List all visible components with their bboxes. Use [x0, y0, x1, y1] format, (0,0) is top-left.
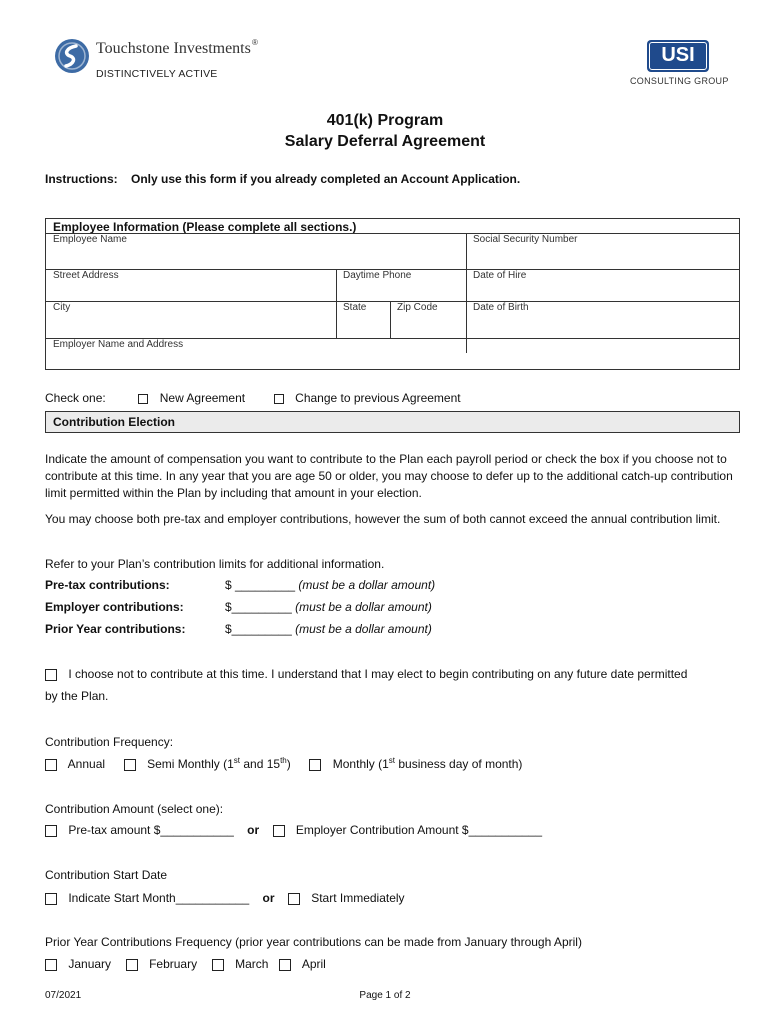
april-checkbox[interactable] [279, 959, 291, 971]
prior-year-row [45, 622, 432, 636]
footer-date: 07/2021 [45, 990, 82, 1001]
opt-out-text-2: by the Plan. [45, 689, 109, 703]
date-of-hire-field[interactable]: Date of Hire [473, 270, 527, 281]
start-immediately-label: Start Immediately [311, 891, 405, 905]
february-checkbox[interactable] [126, 959, 138, 971]
january-checkbox[interactable] [45, 959, 57, 971]
prior-frequency-label: Prior Year Contributions Frequency (prior year contributions can be made from January through April) [45, 935, 582, 949]
monthly-label: Monthly (1st business day of month) [332, 756, 523, 771]
start-date-row [45, 891, 405, 905]
march-checkbox[interactable] [212, 959, 224, 971]
start-or: or [262, 891, 275, 905]
amount-or: or [247, 823, 260, 837]
semi-monthly-label: Semi Monthly (1st and 15th) [147, 756, 291, 771]
employer-note: (must be a dollar amount) [295, 600, 432, 614]
footer-page-number: Page 1 of 2 [359, 990, 411, 1001]
change-agreement-label: Change to previous Agreement [295, 391, 461, 405]
pretax-amount-checkbox[interactable] [45, 825, 57, 837]
opt-out-text-1: I choose not to contribute at this time. I understand that I may elect to begin contributing on any future date permitted [68, 667, 688, 681]
employee-info-box [45, 218, 740, 370]
instructions-label: Instructions: [45, 172, 118, 186]
april-label: April [301, 957, 326, 971]
employee-name-field[interactable]: Employee Name [53, 234, 127, 245]
page-title [0, 110, 770, 152]
start-date-label: Contribution Start Date [45, 868, 168, 882]
amount-row [45, 823, 542, 837]
employer-label: Employer contributions: [45, 600, 184, 614]
annual-checkbox[interactable] [45, 759, 57, 771]
title-line-1: 401(k) Program [326, 112, 444, 129]
instructions-text: Only use this form if you already completed an Account Application. [131, 172, 521, 186]
state-field[interactable]: State [343, 302, 367, 313]
january-label: January [68, 957, 112, 971]
frequency-label: Contribution Frequency: [45, 735, 174, 749]
touchstone-registered-mark: ® [252, 38, 258, 47]
title-line-2: Salary Deferral Agreement [284, 133, 486, 150]
semi-monthly-checkbox[interactable] [124, 759, 136, 771]
usi-logo [628, 40, 732, 88]
usi-logo-badge [647, 40, 709, 72]
touchstone-logo [54, 36, 264, 86]
ssn-field[interactable]: Social Security Number [473, 234, 578, 245]
prior-year-label: Prior Year contributions: [45, 622, 186, 636]
check-one-row [45, 391, 461, 405]
frequency-row [45, 756, 522, 771]
pretax-amount-label: Pre-tax amount $___________ [68, 823, 234, 837]
contribution-paragraph-2: You may choose both pre-tax and employer contributions, however the sum of both cannot exceed the annual contribution limit. [45, 512, 721, 526]
contribution-election-header [45, 411, 740, 433]
march-label: March [235, 957, 269, 971]
contribution-election-title: Contribution Election [53, 415, 175, 429]
city-field[interactable]: City [53, 302, 71, 313]
start-immediately-checkbox[interactable] [288, 893, 300, 905]
contribution-paragraph-3: Refer to your Plan’s contribution limits for additional information. [45, 557, 385, 571]
date-of-birth-field[interactable]: Date of Birth [473, 302, 529, 313]
opt-out-row-2 [45, 689, 108, 703]
prior-frequency-row [45, 957, 326, 971]
monthly-checkbox[interactable] [309, 759, 321, 771]
employer-amount-label: Employer Contribution Amount $___________ [295, 823, 543, 837]
opt-out-checkbox[interactable] [45, 669, 57, 681]
prior-year-amount-field[interactable]: $_________ [225, 622, 292, 636]
zip-code-field[interactable]: Zip Code [397, 302, 438, 313]
employer-amount-checkbox[interactable] [273, 825, 285, 837]
employer-name-address-field[interactable]: Employer Name and Address [53, 339, 184, 350]
employer-amount-field[interactable]: $_________ [225, 600, 292, 614]
pretax-label: Pre-tax contributions: [45, 578, 170, 592]
street-address-field[interactable]: Street Address [53, 270, 119, 281]
pretax-note: (must be a dollar amount) [298, 578, 436, 592]
instructions [45, 172, 520, 186]
amount-label: Contribution Amount (select one): [45, 802, 224, 816]
change-agreement-checkbox[interactable] [274, 394, 284, 404]
touchstone-logo-icon [54, 38, 90, 74]
opt-out-row [45, 667, 687, 681]
start-month-label: Indicate Start Month___________ [68, 891, 250, 905]
check-one-label: Check one: [45, 391, 106, 405]
annual-label: Annual [67, 757, 106, 771]
new-agreement-label: New Agreement [159, 391, 246, 405]
new-agreement-checkbox[interactable] [138, 394, 148, 404]
daytime-phone-field[interactable]: Daytime Phone [343, 270, 412, 281]
usi-logo-text: USI [661, 44, 695, 66]
pretax-amount-field[interactable]: $ _________ [225, 578, 296, 592]
usi-tagline: CONSULTING GROUP [630, 76, 729, 86]
contribution-paragraph-1: Indicate the amount of compensation you want to contribute to the Plan each payroll period or check the box if you choose not to contribute at this time. In any year that you are age 50 or older, you may choose to defer up to the additional catch-up contribution limit permitted within the Plan by including that amount in your election. [45, 452, 733, 500]
touchstone-tagline: DISTINCTIVELY ACTIVE [96, 68, 218, 80]
employee-info-header: Employee Information (Please complete all sections.) [53, 220, 357, 234]
employer-row [45, 600, 432, 614]
pretax-row [45, 578, 435, 592]
start-month-checkbox[interactable] [45, 893, 57, 905]
touchstone-name: Touchstone Investments [96, 40, 251, 57]
prior-year-note: (must be a dollar amount) [295, 622, 432, 636]
february-label: February [149, 957, 198, 971]
